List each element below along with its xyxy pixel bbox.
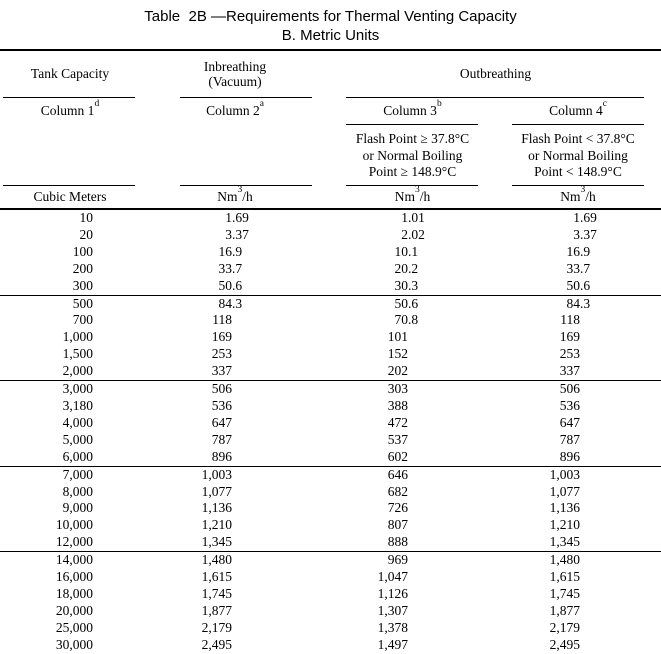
cell-outbreathing-col3 [330,534,495,551]
cell-inbreathing [140,244,330,261]
cell-inbreathing [140,329,330,346]
cell-inbreathing [140,398,330,415]
column-1-label: Column 1 [40,103,95,118]
units-cubic-meters [0,186,140,208]
cell-inbreathing [140,586,330,603]
table-row [0,500,661,517]
numeric-value: 1,480 [201,552,232,568]
numeric-value: 20,000 [55,602,93,618]
numeric-value: 253 [211,346,232,362]
numeric-value: 1,003 [549,466,580,482]
numeric-value: 337 [559,363,580,379]
cell-outbreathing-col3 [330,329,495,346]
header-col4-condition [495,125,661,185]
cell-tank-capacity [0,449,140,466]
numeric-value: 25,000 [55,619,93,635]
table-row [0,415,661,432]
cell-tank-capacity [0,534,140,551]
cell-tank-capacity [0,244,140,261]
numeric-value: 14,000 [55,552,93,568]
cell-outbreathing-col4 [495,363,661,380]
cell-tank-capacity [0,210,140,227]
table-row [0,586,661,603]
numeric-value: 1,345 [201,534,232,550]
units-col3: Nm$^3$/h [394,184,431,204]
cell-inbreathing [140,620,330,637]
numeric-value: 388 [387,397,408,413]
row-group [0,380,661,466]
cell-outbreathing-col4 [495,484,661,501]
numeric-value: 647 [211,414,232,430]
numeric-value: 1,500 [62,346,93,362]
table-row [0,534,661,551]
numeric-value: 202 [387,363,408,379]
numeric-value: 472 [387,414,408,430]
table-row [0,346,661,363]
header-column-3 [330,98,495,124]
numeric-value: 1,877 [549,602,580,618]
cell-inbreathing [140,363,330,380]
table-row [0,484,661,501]
numeric-value: 969 [387,552,408,568]
cell-inbreathing [140,569,330,586]
cell-tank-capacity [0,329,140,346]
cell-outbreathing-col4 [495,534,661,551]
cell-tank-capacity [0,637,140,654]
column-1-footnote: d [94,98,100,109]
header-inbreathing-line2: (Vacuum) [208,74,262,89]
cell-outbreathing-col3 [330,484,495,501]
cell-outbreathing-col4 [495,398,661,415]
cell-outbreathing-col3 [330,449,495,466]
numeric-value: 10 .1 [394,243,419,259]
table-row [0,296,661,313]
numeric-value: 33 .7 [566,260,591,276]
header-row-groups [0,51,661,97]
cell-tank-capacity [0,484,140,501]
numeric-value: 20 [79,226,93,242]
cell-inbreathing [140,500,330,517]
cell-outbreathing-col4 [495,210,661,227]
cell-outbreathing-col3 [330,432,495,449]
numeric-value: 1,345 [549,534,580,550]
numeric-value: 50 .6 [394,295,419,311]
table-row [0,210,661,227]
cell-outbreathing-col4 [495,603,661,620]
numeric-value: 7,000 [62,466,93,482]
cell-outbreathing-col4 [495,467,661,484]
cell-outbreathing-col4 [495,244,661,261]
col4-condition-line1: Flash Point < 37.8°C [521,131,635,146]
cell-outbreathing-col4 [495,278,661,295]
header-column-4 [495,98,661,124]
cell-outbreathing-col4 [495,500,661,517]
numeric-value: 602 [387,448,408,464]
cell-outbreathing-col4 [495,517,661,534]
cell-inbreathing [140,534,330,551]
cell-outbreathing-col4 [495,329,661,346]
table-row [0,467,661,484]
numeric-value: 169 [211,329,232,345]
numeric-value: 536 [559,397,580,413]
cell-tank-capacity [0,500,140,517]
cell-outbreathing-col4 [495,552,661,569]
numeric-value: 536 [211,397,232,413]
cell-tank-capacity [0,517,140,534]
cell-inbreathing [140,603,330,620]
cell-inbreathing [140,552,330,569]
numeric-value: 3,180 [62,397,93,413]
numeric-value: 1,000 [62,329,93,345]
table-row [0,227,661,244]
table-row [0,261,661,278]
cell-tank-capacity [0,381,140,398]
numeric-value: 1,877 [201,602,232,618]
numeric-value: 682 [387,483,408,499]
column-2-label: Column 2 [206,103,260,118]
numeric-value: 337 [211,363,232,379]
table-title [0,0,661,45]
numeric-value: 50 .6 [218,277,243,293]
row-group [0,295,661,381]
cell-outbreathing-col4 [495,381,661,398]
numeric-value: 20 .2 [394,260,419,276]
units-col4: Nm$^3$/h [560,184,596,204]
cell-outbreathing-col3 [330,620,495,637]
cell-tank-capacity [0,363,140,380]
cell-outbreathing-col4 [495,586,661,603]
numeric-value: 70 .8 [394,312,419,328]
table-row [0,381,661,398]
numeric-value: 253 [559,346,580,362]
numeric-value: 3,000 [62,381,93,397]
cell-outbreathing-col3 [330,381,495,398]
cell-tank-capacity [0,552,140,569]
header-column-1 [0,98,140,124]
numeric-value: 1 .69 [573,210,597,225]
cell-outbreathing-col3 [330,637,495,654]
numeric-value: 1,307 [377,602,408,618]
numeric-value: 33 .7 [218,260,243,276]
header-row-columns [0,98,661,124]
cell-outbreathing-col4 [495,432,661,449]
numeric-value: 118 [560,312,580,328]
numeric-value: 6,000 [62,448,93,464]
numeric-value: 8,000 [62,483,93,499]
units-col2: Nm$^3$/h [217,184,253,204]
header-col3-condition [330,125,495,185]
cell-outbreathing-col4 [495,227,661,244]
column-4-footnote: c [602,98,607,109]
table-row [0,398,661,415]
header-outbreathing-label: Outbreathing [459,66,532,81]
numeric-value: 1,003 [201,466,232,482]
numeric-value: 1,047 [377,569,408,585]
table-row [0,517,661,534]
numeric-value: 1,077 [549,483,580,499]
cell-tank-capacity [0,278,140,295]
numeric-value: 1,480 [549,552,580,568]
cell-outbreathing-col4 [495,620,661,637]
numeric-value: 646 [387,466,408,482]
numeric-value: 1,615 [549,569,580,585]
cell-outbreathing-col3 [330,363,495,380]
header-row-units [0,186,661,208]
table-row [0,449,661,466]
numeric-value: 169 [559,329,580,345]
header-tank-capacity-label: Tank Capacity [30,66,110,81]
numeric-value: 30,000 [55,636,93,652]
col3-condition-line3: Point ≥ 148.9°C [368,164,457,179]
table-title-line2: B. Metric Units [281,27,380,44]
table-row [0,278,661,295]
row-group [0,466,661,552]
cell-tank-capacity [0,296,140,313]
numeric-value: 3 .37 [225,226,249,242]
header-tank-capacity [0,51,140,97]
numeric-value: 500 [72,295,93,311]
numeric-value: 787 [559,431,580,447]
header-inbreathing [140,51,330,97]
column-2-footnote: a [259,98,264,109]
numeric-value: 9,000 [62,500,93,516]
cell-tank-capacity [0,415,140,432]
numeric-value: 50 .6 [566,277,591,293]
table-title-line1: Table 2B —Requirements for Thermal Venting Capacity [144,8,517,25]
units-cubic-meters-label: Cubic Meters [33,189,107,204]
numeric-value: 506 [559,381,580,397]
cell-inbreathing [140,467,330,484]
numeric-value: 2,000 [62,363,93,379]
numeric-value: 1 .69 [225,210,249,225]
numeric-value: 12,000 [55,534,93,550]
cell-tank-capacity [0,620,140,637]
numeric-value: 506 [211,381,232,397]
numeric-value: 1,210 [201,517,232,533]
numeric-value: 16 .9 [566,243,591,259]
numeric-value: 1,136 [201,500,232,516]
cell-outbreathing-col3 [330,346,495,363]
table-row [0,637,661,654]
numeric-value: 1 .01 [401,210,425,225]
column-4-label: Column 4 [549,103,603,118]
numeric-value: 152 [387,346,408,362]
cell-inbreathing [140,517,330,534]
cell-outbreathing-col3 [330,415,495,432]
numeric-value: 537 [387,431,408,447]
numeric-value: 2,495 [201,636,232,652]
cell-outbreathing-col3 [330,603,495,620]
cell-outbreathing-col3 [330,244,495,261]
numeric-value: 200 [72,260,93,276]
cell-outbreathing-col3 [330,261,495,278]
numeric-value: 4,000 [62,414,93,430]
cell-tank-capacity [0,603,140,620]
column-3-label: Column 3 [383,103,437,118]
cell-inbreathing [140,346,330,363]
header-row-conditions [0,125,661,185]
row-group [0,551,661,653]
numeric-value: 5,000 [62,431,93,447]
cell-inbreathing [140,312,330,329]
numeric-value: 300 [72,277,93,293]
table-row [0,603,661,620]
numeric-value: 118 [212,312,232,328]
numeric-value: 100 [72,243,93,259]
cell-tank-capacity [0,432,140,449]
cell-inbreathing [140,227,330,244]
cell-outbreathing-col4 [495,415,661,432]
numeric-value: 1,615 [201,569,232,585]
cell-outbreathing-col3 [330,312,495,329]
cell-outbreathing-col3 [330,500,495,517]
numeric-value: 1,745 [549,585,580,601]
header-inbreathing-line1: Inbreathing [203,59,267,74]
numeric-value: 16 .9 [218,243,243,259]
cell-outbreathing-col3 [330,227,495,244]
cell-tank-capacity [0,586,140,603]
cell-outbreathing-col4 [495,346,661,363]
cell-inbreathing [140,449,330,466]
cell-tank-capacity [0,569,140,586]
numeric-value: 807 [387,517,408,533]
numeric-value: 1,136 [549,500,580,516]
numeric-value: 84 .3 [218,295,243,311]
numeric-value: 1,378 [377,619,408,635]
table-row [0,569,661,586]
col3-condition-line2: or Normal Boiling [362,147,463,163]
header-column-2 [140,98,330,124]
numeric-value: 896 [211,448,232,464]
numeric-value: 2 .02 [401,226,425,242]
cell-tank-capacity [0,312,140,329]
cell-outbreathing-col4 [495,449,661,466]
cell-outbreathing-col3 [330,210,495,227]
table-row [0,312,661,329]
cell-inbreathing [140,296,330,313]
numeric-value: 2,179 [201,619,232,635]
cell-inbreathing [140,261,330,278]
row-group [0,210,661,295]
cell-outbreathing-col4 [495,569,661,586]
table-row [0,363,661,380]
cell-outbreathing-col3 [330,517,495,534]
table-body [0,210,661,654]
numeric-value: 3 .37 [573,226,597,242]
numeric-value: 84 .3 [566,295,591,311]
numeric-value: 1,497 [377,636,408,652]
numeric-value: 787 [211,431,232,447]
numeric-value: 101 [387,329,408,345]
cell-inbreathing [140,278,330,295]
cell-inbreathing [140,210,330,227]
cell-inbreathing [140,381,330,398]
col4-condition-line3: Point < 148.9°C [534,164,622,179]
numeric-value: 10,000 [55,517,93,533]
cell-outbreathing-col3 [330,296,495,313]
numeric-value: 896 [559,448,580,464]
cell-tank-capacity [0,227,140,244]
cell-outbreathing-col3 [330,552,495,569]
numeric-value: 700 [72,312,93,328]
cell-outbreathing-col3 [330,398,495,415]
cell-outbreathing-col4 [495,261,661,278]
cell-inbreathing [140,415,330,432]
cell-inbreathing [140,432,330,449]
table-row [0,329,661,346]
table-row [0,432,661,449]
cell-inbreathing [140,484,330,501]
header-outbreathing [330,51,661,97]
numeric-value: 1,210 [549,517,580,533]
numeric-value: 16,000 [55,569,93,585]
table-row [0,244,661,261]
numeric-value: 2,179 [549,619,580,635]
numeric-value: 303 [387,381,408,397]
numeric-value: 18,000 [55,585,93,601]
cell-tank-capacity [0,346,140,363]
cell-outbreathing-col4 [495,312,661,329]
numeric-value: 1,745 [201,585,232,601]
col4-condition-line2: or Normal Boiling [528,147,628,163]
cell-outbreathing-col4 [495,296,661,313]
table-row [0,552,661,569]
cell-outbreathing-col3 [330,467,495,484]
cell-inbreathing [140,637,330,654]
numeric-value: 2,495 [549,636,580,652]
cell-outbreathing-col3 [330,569,495,586]
numeric-value: 647 [559,414,580,430]
cell-tank-capacity [0,467,140,484]
column-3-footnote: b [436,98,442,109]
numeric-value: 726 [387,500,408,516]
numeric-value: 1,126 [377,585,408,601]
cell-outbreathing-col3 [330,586,495,603]
numeric-value: 888 [387,534,408,550]
numeric-value: 10 [79,210,93,225]
cell-tank-capacity [0,398,140,415]
numeric-value: 30 .3 [394,277,419,293]
cell-outbreathing-col3 [330,278,495,295]
cell-outbreathing-col4 [495,637,661,654]
table-row [0,620,661,637]
cell-tank-capacity [0,261,140,278]
col3-condition-line1: Flash Point ≥ 37.8°C [355,131,470,146]
numeric-value: 1,077 [201,483,232,499]
